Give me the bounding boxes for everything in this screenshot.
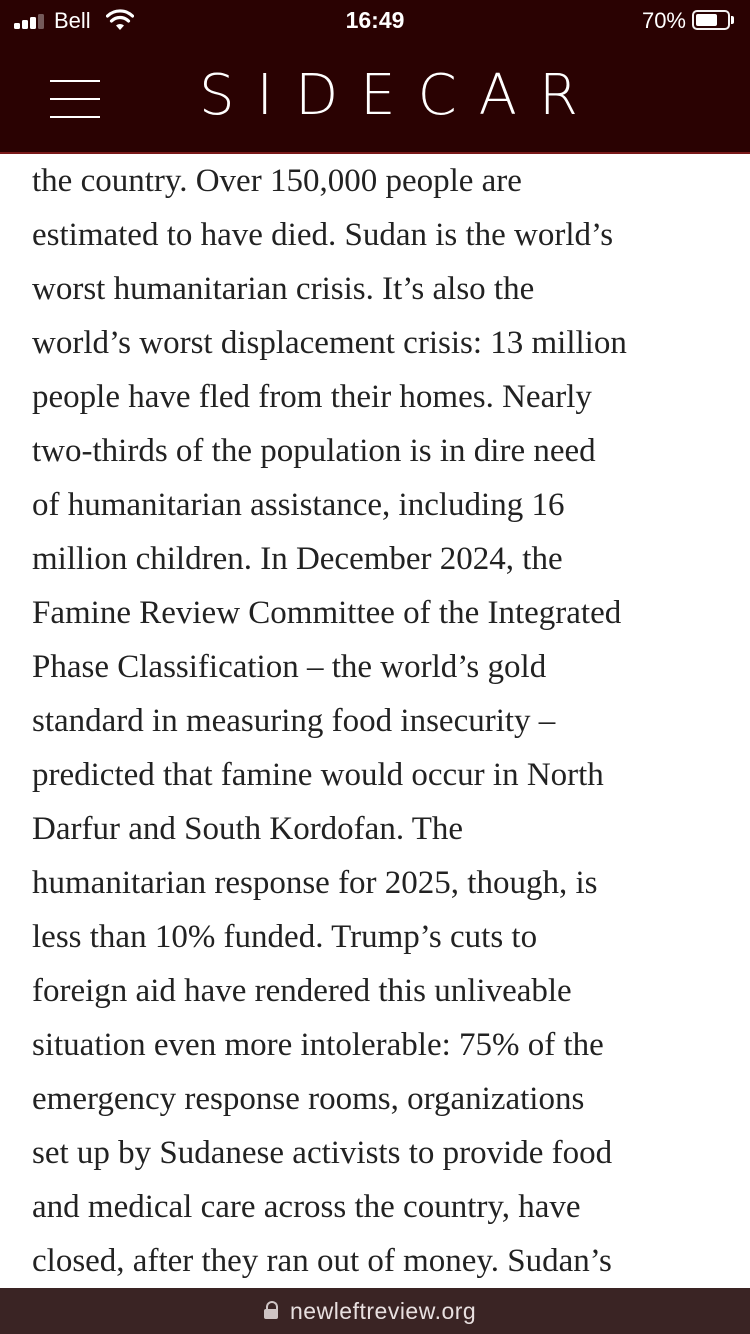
battery-percentage: 70% — [641, 8, 686, 33]
article-line: emergency response rooms, organizations — [32, 1081, 585, 1117]
article-line: worst humanitarian crisis. It’s also the — [32, 271, 535, 307]
article-paragraph — [32, 154, 732, 1288]
article-line: set up by Sudanese activists to provide food — [32, 1135, 613, 1171]
article-line: world’s worst displacement crisis: 13 million — [32, 325, 627, 361]
article-line: predicted that famine would occur in North — [32, 757, 604, 793]
article-line: and medical care across the country, have — [32, 1189, 581, 1225]
lock-icon — [264, 1301, 278, 1319]
article-line: Famine Review Committee of the Integrated — [32, 595, 622, 631]
site-logo[interactable]: SIDECAR — [199, 63, 600, 128]
article-line: two-thirds of the population is in dire need — [32, 433, 596, 469]
article-line: Darfur and South Kordofan. The — [32, 811, 464, 847]
status-bar — [0, 0, 750, 40]
battery-level-fill — [696, 14, 717, 26]
article-line: humanitarian response for 2025, though, is — [32, 865, 598, 901]
article-line: people have fled from their homes. Nearly — [32, 379, 592, 415]
clock-time: 16:49 — [345, 7, 405, 33]
site-header — [0, 40, 750, 154]
article-line: situation even more intolerable: 75% of the — [32, 1027, 604, 1063]
article-line: the country. Over 150,000 people are — [32, 163, 522, 199]
hamburger-menu-button[interactable] — [46, 76, 102, 124]
browser-url-bar[interactable] — [0, 1288, 750, 1334]
article-line: Phase Classification – the world’s gold — [32, 649, 547, 685]
article-line: less than 10% funded. Trump’s cuts to — [32, 919, 538, 955]
url-text[interactable]: newleftreview.org — [290, 1298, 477, 1324]
article-line: foreign aid have rendered this unliveable — [32, 973, 572, 1009]
article-line: of humanitarian assistance, including 16 — [32, 487, 565, 523]
carrier-name: Bell — [54, 8, 91, 33]
article-body — [0, 154, 750, 1288]
article-line: closed, after they ran out of money. Sudan’s — [32, 1243, 612, 1279]
article-line: estimated to have died. Sudan is the world’s — [32, 217, 614, 253]
battery-icon — [692, 10, 734, 30]
article-line: standard in measuring food insecurity – — [32, 703, 556, 739]
article-line: million children. In December 2024, the — [32, 541, 563, 577]
